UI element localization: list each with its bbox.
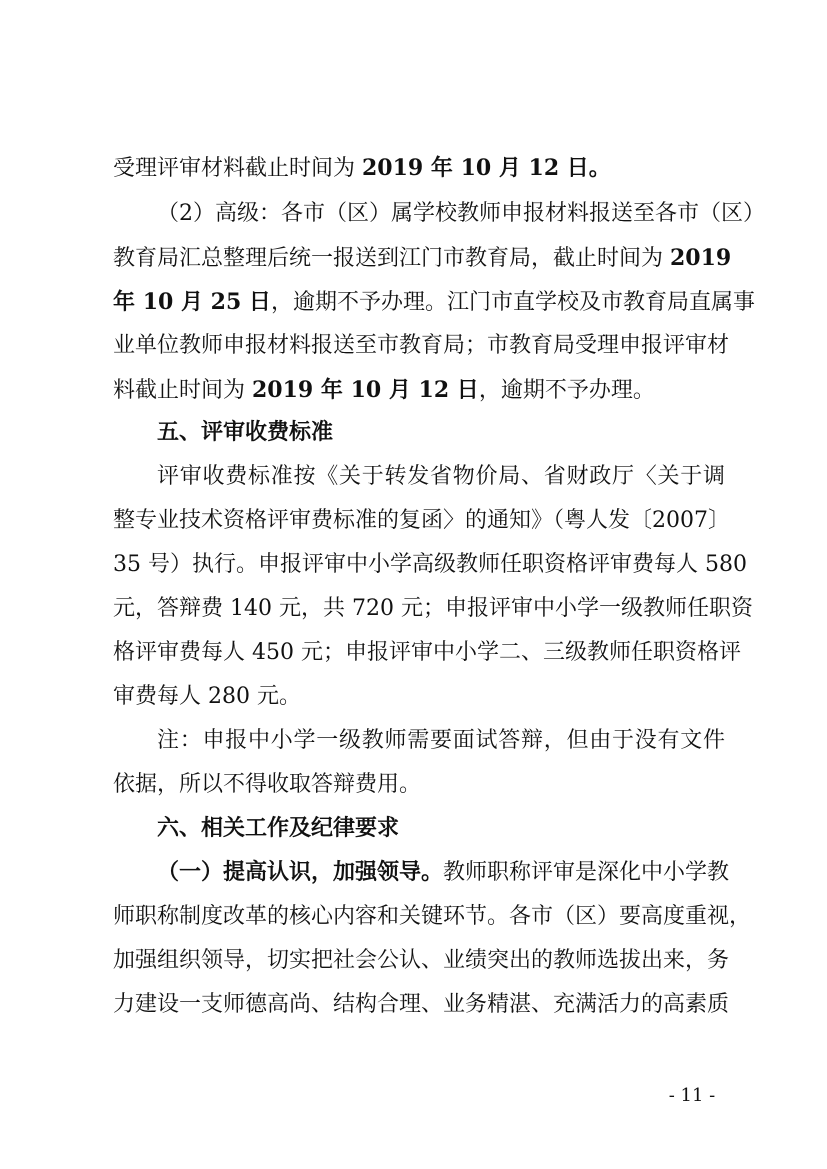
date-year: 2019 xyxy=(252,377,314,403)
text-run: 教育局汇总整理后统一报送到江门市教育局，截止时间为 xyxy=(113,246,670,271)
text-line-17 xyxy=(157,858,730,888)
text-line-14 xyxy=(157,726,725,756)
date-day-unit: 日 xyxy=(241,289,271,315)
subsection-heading: （一）提高认识，加强领导。 xyxy=(157,860,444,885)
text-run: 评审收费标准按《关于转发省物价局、省财政厅〈关于调 xyxy=(157,464,725,489)
text-line-6 xyxy=(113,375,725,405)
text-run: 整专业技术资格评审费标准的复函〉的通知》（粤人发〔2007〕 xyxy=(113,508,730,533)
date-year: 2019 xyxy=(362,155,424,181)
date-year: 2019 xyxy=(670,245,732,271)
date-year-unit: 年 xyxy=(423,155,461,181)
date-month: 10 xyxy=(142,289,174,315)
text-run: 格评审费每人 450 元；申报评审中小学二、三级教师任职资格评 xyxy=(113,640,741,665)
text-run: ，逾期不予办理。江门市直学校及市教育局直属事 xyxy=(270,290,755,315)
text-line-18 xyxy=(113,902,752,932)
text-run: 审费每人 280 元。 xyxy=(113,684,301,709)
text-line-5 xyxy=(113,331,730,361)
date-year-unit: 年 xyxy=(113,289,136,315)
text-line-10 xyxy=(113,550,747,580)
heading-text: 五、评审收费标准 xyxy=(157,420,334,445)
page-number: - 11 - xyxy=(668,1085,716,1106)
date-day-unit: 日。 xyxy=(559,155,611,181)
date-day: 12 xyxy=(418,377,450,403)
text-line-8 xyxy=(157,462,725,492)
date-day: 25 xyxy=(210,289,242,315)
date-month: 10 xyxy=(350,377,382,403)
date-day: 12 xyxy=(528,155,560,181)
section-heading-5 xyxy=(157,418,725,448)
text-line-20 xyxy=(113,990,730,1020)
date-month: 10 xyxy=(460,155,492,181)
text-line-9 xyxy=(113,506,730,536)
date-month-unit: 月 xyxy=(173,289,211,315)
text-run: 依据，所以不得收取答辩费用。 xyxy=(113,772,422,797)
text-line-11 xyxy=(113,594,753,624)
text-run: 受理评审材料截止时间为 xyxy=(113,156,362,181)
date-month-unit: 月 xyxy=(381,377,419,403)
text-run: 加强组织领导，切实把社会公认、业绩突出的教师选拔出来，务 xyxy=(113,948,730,973)
text-run: 料截止时间为 xyxy=(113,378,252,403)
date-year-unit: 年 xyxy=(313,377,351,403)
section-heading-6 xyxy=(157,814,725,844)
text-run: 注：申报中小学一级教师需要面试答辩，但由于没有文件 xyxy=(157,728,725,753)
text-line-4 xyxy=(113,287,755,317)
text-line-12 xyxy=(113,638,741,668)
text-line-1 xyxy=(113,153,725,183)
text-space xyxy=(135,289,143,315)
heading-text: 六、相关工作及纪律要求 xyxy=(157,816,400,841)
date-month-unit: 月 xyxy=(491,155,529,181)
text-line-15 xyxy=(113,770,725,800)
text-run: 师职称制度改革的核心内容和关键环节。各市（区）要高度重视， xyxy=(113,904,752,929)
date-day-unit: 日 xyxy=(449,377,479,403)
text-run: 元，答辩费 140 元，共 720 元；申报评审中小学一级教师任职资 xyxy=(113,596,753,621)
text-run: 35 号）执行。申报评审中小学高级教师任职资格评审费每人 580 xyxy=(113,552,747,577)
text-run: ，逾期不予办理。 xyxy=(478,378,655,403)
text-run: 教师职称评审是深化中小学教 xyxy=(443,860,730,885)
text-run: （2）高级：各市（区）属学校教师申报材料报送至各市（区） xyxy=(157,201,765,226)
text-run: 力建设一支师德高尚、结构合理、业务精湛、充满活力的高素质 xyxy=(113,992,730,1017)
text-line-13 xyxy=(113,682,725,712)
text-line-3 xyxy=(113,243,732,273)
text-run: 业单位教师申报材料报送至市教育局；市教育局受理申报评审材 xyxy=(113,333,730,358)
text-line-2 xyxy=(157,199,765,229)
text-line-19 xyxy=(113,946,730,976)
